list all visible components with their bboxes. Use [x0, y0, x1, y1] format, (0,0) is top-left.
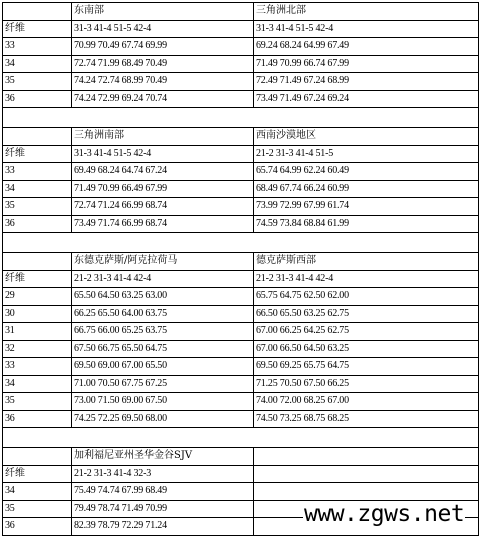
fiber-label: 纤维 — [3, 465, 72, 483]
region-name-right: 西南沙漠地区 — [254, 128, 479, 146]
prices-right: 66.50 65.50 63.25 62.75 — [254, 305, 479, 323]
prices-right: 71.25 70.50 67.50 66.25 — [254, 375, 479, 393]
spacer-row — [3, 233, 479, 253]
region-name-right: 德克萨斯西部 — [254, 253, 479, 271]
grades-left: 21-2 31-3 41-4 32-3 — [72, 465, 254, 483]
grades-left: 31-3 41-4 51-5 42-4 — [72, 20, 254, 38]
grade-header-row — [3, 20, 479, 38]
prices-right: 65.75 64.75 62.50 62.00 — [254, 288, 479, 306]
prices-left: 69.50 69.00 67.00 65.50 — [72, 358, 254, 376]
watermark: www.zgws.net — [304, 501, 465, 527]
prices-left: 73.00 71.50 69.00 67.50 — [72, 393, 254, 411]
prices-left: 71.00 70.50 67.75 67.25 — [72, 375, 254, 393]
prices-right: 71.49 70.99 66.74 67.99 — [254, 55, 479, 73]
grades-right — [254, 465, 479, 483]
table-row — [3, 410, 479, 428]
prices-right: 68.49 67.74 66.24 60.99 — [254, 180, 479, 198]
fiber-length: 35 — [3, 500, 72, 518]
prices-left: 79.49 78.74 71.49 70.99 — [72, 500, 254, 518]
spacer-row — [3, 108, 479, 128]
blank-cell — [3, 253, 72, 271]
blank-cell — [3, 128, 72, 146]
prices-right: 72.49 71.49 67.24 68.99 — [254, 73, 479, 91]
prices-left: 72.74 71.24 66.99 68.74 — [72, 198, 254, 216]
spacer-row — [3, 428, 479, 448]
prices-left: 72.74 71.99 68.49 70.49 — [72, 55, 254, 73]
region-name-left: 三角洲南部 — [72, 128, 254, 146]
prices-left: 82.39 78.79 72.29 71.24 — [72, 518, 254, 536]
prices-left: 74.24 72.74 68.99 70.49 — [72, 73, 254, 91]
prices-right: 69.50 69.25 65.75 64.75 — [254, 358, 479, 376]
fiber-length: 34 — [3, 180, 72, 198]
table-row — [3, 180, 479, 198]
table-row — [3, 375, 479, 393]
spacer-cell — [3, 428, 479, 448]
fiber-length: 34 — [3, 483, 72, 501]
region-header-row — [3, 128, 479, 146]
prices-right — [254, 483, 479, 501]
grade-header-row — [3, 270, 479, 288]
prices-left: 74.25 72.25 69.50 68.00 — [72, 410, 254, 428]
prices-left: 75.49 74.74 67.99 68.49 — [72, 483, 254, 501]
table-row — [3, 288, 479, 306]
blank-cell — [3, 3, 72, 21]
prices-right: 67.00 66.50 64.50 63.25 — [254, 340, 479, 358]
blank-cell — [3, 448, 72, 466]
table-row — [3, 55, 479, 73]
grades-right: 21-2 31-3 41-4 51-5 — [254, 145, 479, 163]
prices-right: 73.49 71.49 67.24 69.24 — [254, 90, 479, 108]
fiber-label: 纤维 — [3, 145, 72, 163]
spacer-cell — [3, 108, 479, 128]
table-row — [3, 358, 479, 376]
fiber-length: 36 — [3, 410, 72, 428]
grade-header-row — [3, 145, 479, 163]
cotton-price-table-container — [2, 2, 479, 536]
table-row — [3, 215, 479, 233]
grades-left: 21-2 31-3 41-4 42-4 — [72, 270, 254, 288]
region-name-right — [254, 448, 479, 466]
prices-right: 69.24 68.24 64.99 67.49 — [254, 38, 479, 56]
table-row — [3, 163, 479, 181]
fiber-length: 35 — [3, 393, 72, 411]
prices-right: 74.00 72.00 68.25 67.00 — [254, 393, 479, 411]
grades-right: 31-3 41-4 51-5 42-4 — [254, 20, 479, 38]
fiber-length: 31 — [3, 323, 72, 341]
prices-left: 66.75 66.00 65.25 63.75 — [72, 323, 254, 341]
prices-left: 70.99 70.49 67.74 69.99 — [72, 38, 254, 56]
fiber-length: 34 — [3, 55, 72, 73]
region-header-row — [3, 3, 479, 21]
table-row — [3, 323, 479, 341]
fiber-label: 纤维 — [3, 20, 72, 38]
region-header-row — [3, 448, 479, 466]
grades-left: 31-3 41-4 51-5 42-4 — [72, 145, 254, 163]
table-row — [3, 305, 479, 323]
table-row — [3, 38, 479, 56]
region-name-left: 东德克萨斯/阿克拉荷马 — [72, 253, 254, 271]
fiber-length: 35 — [3, 198, 72, 216]
prices-left: 74.24 72.99 69.24 70.74 — [72, 90, 254, 108]
table-row — [3, 393, 479, 411]
prices-left: 65.50 64.50 63.25 63.00 — [72, 288, 254, 306]
fiber-length: 36 — [3, 215, 72, 233]
prices-left: 71.49 70.99 66.49 67.99 — [72, 180, 254, 198]
region-name-left: 加利福尼亚州圣华金谷SJV — [72, 448, 254, 466]
fiber-length: 34 — [3, 375, 72, 393]
prices-right: 74.59 73.84 68.84 61.99 — [254, 215, 479, 233]
table-row — [3, 483, 479, 501]
prices-left: 69.49 68.24 64.74 67.24 — [72, 163, 254, 181]
cotton-price-table — [2, 2, 479, 536]
table-row — [3, 73, 479, 91]
table-body — [3, 3, 479, 536]
grade-header-row — [3, 465, 479, 483]
region-name-left: 东南部 — [72, 3, 254, 21]
prices-right: 74.50 73.25 68.75 68.25 — [254, 410, 479, 428]
prices-right: 67.00 66.25 64.25 62.75 — [254, 323, 479, 341]
table-row — [3, 340, 479, 358]
fiber-length: 32 — [3, 340, 72, 358]
prices-left: 67.50 66.75 65.50 64.75 — [72, 340, 254, 358]
fiber-length: 29 — [3, 288, 72, 306]
table-row — [3, 198, 479, 216]
grades-right: 21-2 31-3 41-4 42-4 — [254, 270, 479, 288]
fiber-label: 纤维 — [3, 270, 72, 288]
region-header-row — [3, 253, 479, 271]
prices-left: 66.25 65.50 64.00 63.75 — [72, 305, 254, 323]
fiber-length: 33 — [3, 163, 72, 181]
spacer-cell — [3, 233, 479, 253]
table-row — [3, 90, 479, 108]
prices-left: 73.49 71.74 66.99 68.74 — [72, 215, 254, 233]
fiber-length: 33 — [3, 38, 72, 56]
fiber-length: 36 — [3, 518, 72, 536]
region-name-right: 三角洲北部 — [254, 3, 479, 21]
fiber-length: 35 — [3, 73, 72, 91]
fiber-length: 33 — [3, 358, 72, 376]
prices-right: 73.99 72.99 67.99 61.74 — [254, 198, 479, 216]
fiber-length: 36 — [3, 90, 72, 108]
fiber-length: 30 — [3, 305, 72, 323]
prices-right: 65.74 64.99 62.24 60.49 — [254, 163, 479, 181]
